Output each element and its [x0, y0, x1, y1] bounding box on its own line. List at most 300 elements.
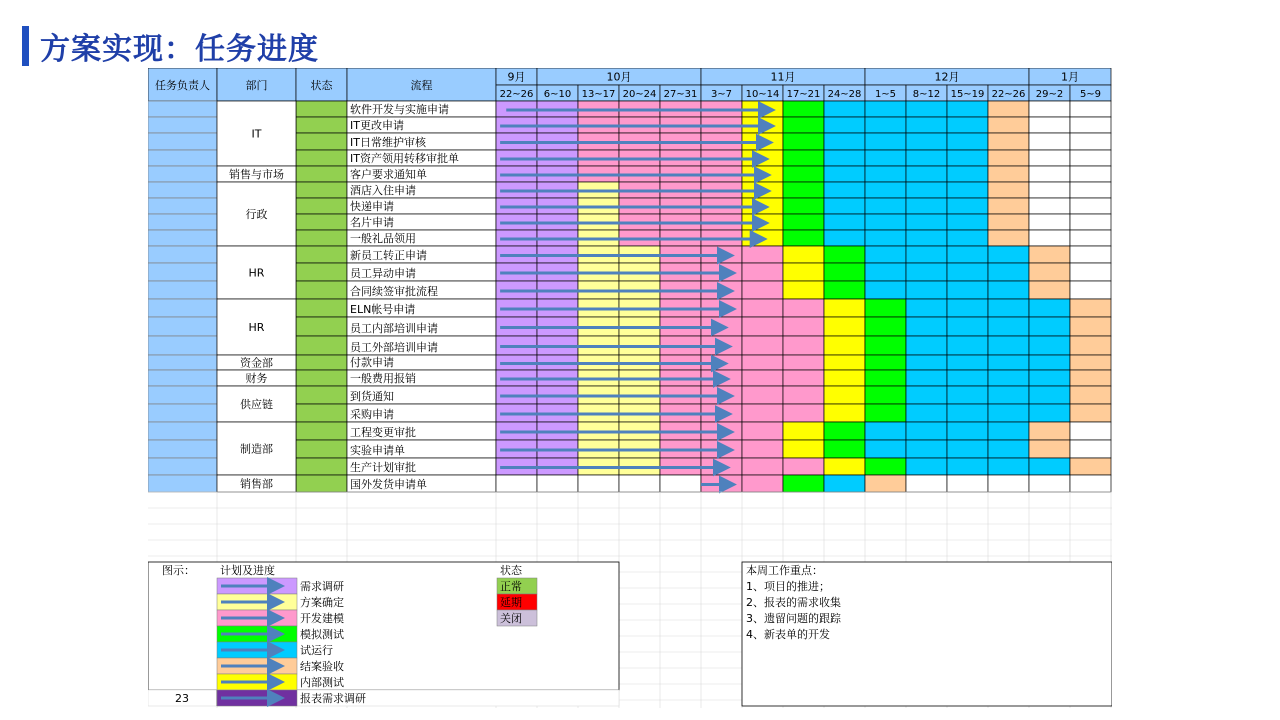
- gantt-cell: [824, 422, 865, 440]
- header-month-label: 10月: [606, 70, 632, 84]
- header-status-label: 状态: [310, 79, 333, 92]
- gantt-cell: [988, 263, 1029, 281]
- gantt-cell: [865, 133, 906, 150]
- gantt-cell: [783, 440, 824, 458]
- task-name: IT更改申请: [350, 119, 404, 132]
- department-label: IT: [251, 127, 262, 141]
- header-week-label: 3~7: [710, 89, 733, 100]
- gantt-cell: [1029, 404, 1070, 422]
- gantt-cell: [947, 458, 988, 475]
- gantt-cell: [947, 101, 988, 117]
- gantt-cell: [865, 422, 906, 440]
- gantt-cell: [496, 475, 537, 492]
- header-week-label: 27~31: [663, 89, 698, 100]
- gantt-cell: [742, 458, 783, 475]
- gantt-cell: [947, 336, 988, 355]
- gantt-cell: [1070, 317, 1111, 336]
- owner-cell: [148, 281, 217, 299]
- gantt-cell: [1029, 458, 1070, 475]
- status-cell: [296, 422, 347, 440]
- task-name: 付款申请: [350, 356, 394, 369]
- status-cell: [296, 182, 347, 198]
- gantt-cell: [824, 166, 865, 182]
- gantt-cell: [988, 166, 1029, 182]
- gantt-cell: [865, 440, 906, 458]
- gantt-cell: [947, 133, 988, 150]
- header-owner-label: 任务负责人: [155, 79, 210, 92]
- gantt-cell: [1029, 166, 1070, 182]
- gantt-cell: [1029, 370, 1070, 386]
- gantt-cell: [1029, 317, 1070, 336]
- status-cell: [296, 281, 347, 299]
- gantt-cell: [1029, 475, 1070, 492]
- gantt-cell: [947, 317, 988, 336]
- gantt-cell: [865, 386, 906, 404]
- gantt-cell: [1070, 440, 1111, 458]
- gantt-cell: [742, 355, 783, 370]
- gantt-cell: [1070, 166, 1111, 182]
- legend-progress-header: 计划及进度: [220, 564, 275, 577]
- gantt-cell: [906, 166, 947, 182]
- gantt-cell: [783, 133, 824, 150]
- gantt-cell: [824, 299, 865, 317]
- owner-cell: [148, 182, 217, 198]
- gantt-cell: [947, 166, 988, 182]
- gantt-cell: [947, 355, 988, 370]
- department-label: 财务: [245, 372, 268, 385]
- gantt-cell: [824, 230, 865, 246]
- status-cell: [296, 386, 347, 404]
- gantt-cell: [906, 182, 947, 198]
- legend-label: 图示：: [162, 564, 195, 577]
- department-label: 供应链: [240, 398, 273, 411]
- task-name: 客户要求通知单: [350, 168, 427, 181]
- gantt-cell: [619, 475, 660, 492]
- gantt-cell: [783, 386, 824, 404]
- status-cell: [296, 117, 347, 133]
- legend-item-label: 方案确定: [300, 596, 344, 609]
- gantt-cell: [865, 370, 906, 386]
- owner-cell: [148, 230, 217, 246]
- gantt-cell: [865, 299, 906, 317]
- header-dept-label: 部门: [245, 79, 268, 92]
- header-week-label: 8~12: [912, 89, 941, 100]
- status-legend-label: 正常: [500, 580, 522, 593]
- gantt-cell: [742, 422, 783, 440]
- status-legend-label: 延期: [500, 596, 522, 609]
- gantt-cell: [578, 475, 619, 492]
- task-name: 员工异动申请: [350, 267, 416, 280]
- gantt-cell: [1029, 281, 1070, 299]
- gantt-cell: [824, 440, 865, 458]
- owner-cell: [148, 117, 217, 133]
- owner-cell: [148, 370, 217, 386]
- gantt-cell: [1070, 386, 1111, 404]
- task-name: ELN帐号申请: [350, 303, 416, 316]
- gantt-cell: [1029, 150, 1070, 166]
- gantt-cell: [783, 458, 824, 475]
- gantt-cell: [783, 182, 824, 198]
- gantt-cell: [906, 370, 947, 386]
- gantt-cell: [988, 246, 1029, 263]
- status-legend-label: 关闭: [500, 612, 522, 625]
- gantt-cell: [742, 336, 783, 355]
- gantt-cell: [742, 475, 783, 492]
- gantt-cell: [1070, 246, 1111, 263]
- gantt-cell: [906, 386, 947, 404]
- gantt-cell: [1070, 182, 1111, 198]
- gantt-cell: [906, 214, 947, 230]
- row-number: 23: [175, 692, 189, 705]
- gantt-cell: [783, 101, 824, 117]
- gantt-cell: [906, 281, 947, 299]
- owner-cell: [148, 440, 217, 458]
- gantt-cell: [988, 317, 1029, 336]
- gantt-cell: [1070, 355, 1111, 370]
- gantt-cell: [1029, 246, 1070, 263]
- gantt-cell: [783, 166, 824, 182]
- gantt-cell: [947, 182, 988, 198]
- page-title: 方案实现：任务进度: [40, 32, 319, 67]
- gantt-cell: [988, 101, 1029, 117]
- gantt-cell: [783, 422, 824, 440]
- gantt-cell: [906, 336, 947, 355]
- owner-cell: [148, 263, 217, 281]
- gantt-cell: [783, 355, 824, 370]
- gantt-cell: [906, 198, 947, 214]
- gantt-cell: [783, 281, 824, 299]
- gantt-cell: [947, 263, 988, 281]
- task-name: 酒店入住申请: [350, 184, 416, 197]
- owner-cell: [148, 101, 217, 117]
- task-name: 软件开发与实施申请: [350, 103, 449, 116]
- gantt-cell: [742, 299, 783, 317]
- gantt-cell: [947, 299, 988, 317]
- gantt-cell: [1029, 336, 1070, 355]
- gantt-cell: [742, 386, 783, 404]
- owner-cell: [148, 150, 217, 166]
- gantt-cell: [988, 299, 1029, 317]
- status-cell: [296, 299, 347, 317]
- gantt-cell: [947, 440, 988, 458]
- task-name: 快递申请: [350, 200, 394, 213]
- gantt-cell: [1070, 198, 1111, 214]
- gantt-cell: [947, 475, 988, 492]
- gantt-cell: [947, 246, 988, 263]
- task-name: 员工外部培训申请: [350, 341, 438, 354]
- department-label: 销售与市场: [229, 168, 284, 181]
- gantt-cell: [865, 182, 906, 198]
- gantt-cell: [988, 370, 1029, 386]
- weekly-focus-item: 1、项目的推进；: [746, 580, 830, 593]
- task-name: 采购申请: [350, 408, 394, 421]
- weekly-focus-item: 4、新表单的开发: [746, 628, 830, 641]
- legend-item-label: 结案验收: [300, 660, 344, 673]
- gantt-cell: [1029, 101, 1070, 117]
- gantt-cell: [1070, 299, 1111, 317]
- owner-cell: [148, 299, 217, 317]
- gantt-cell: [988, 150, 1029, 166]
- task-name: 一般礼品领用: [350, 232, 416, 245]
- header-week-label: 29~2: [1035, 89, 1064, 100]
- department-label: HR: [248, 321, 265, 334]
- gantt-cell: [865, 198, 906, 214]
- weekly-focus-item: 2、报表的需求收集: [746, 596, 841, 609]
- gantt-cell: [1029, 198, 1070, 214]
- gantt-cell: [1070, 336, 1111, 355]
- task-name: 实验申请单: [350, 444, 405, 457]
- legend-item-label: 报表需求调研: [300, 692, 366, 705]
- gantt-cell: [660, 475, 701, 492]
- gantt-cell: [824, 370, 865, 386]
- gantt-cell: [988, 404, 1029, 422]
- owner-cell: [148, 475, 217, 492]
- gantt-cell: [906, 299, 947, 317]
- gantt-cell: [537, 475, 578, 492]
- gantt-cell: [906, 440, 947, 458]
- status-cell: [296, 166, 347, 182]
- gantt-cell: [947, 404, 988, 422]
- gantt-cell: [1029, 230, 1070, 246]
- status-cell: [296, 246, 347, 263]
- gantt-cell: [906, 458, 947, 475]
- gantt-cell: [865, 458, 906, 475]
- gantt-cell: [1070, 230, 1111, 246]
- owner-cell: [148, 355, 217, 370]
- task-name: 工程变更审批: [350, 426, 416, 439]
- status-cell: [296, 198, 347, 214]
- gantt-cell: [906, 422, 947, 440]
- gantt-cell: [988, 355, 1029, 370]
- status-cell: [296, 150, 347, 166]
- gantt-cell: [783, 230, 824, 246]
- gantt-cell: [865, 230, 906, 246]
- gantt-cell: [783, 117, 824, 133]
- gantt-cell: [783, 336, 824, 355]
- gantt-cell: [988, 117, 1029, 133]
- owner-cell: [148, 317, 217, 336]
- owner-cell: [148, 336, 217, 355]
- gantt-cell: [947, 198, 988, 214]
- header-month-label: 1月: [1061, 70, 1079, 84]
- gantt-cell: [947, 230, 988, 246]
- legend-item-label: 开发建模: [300, 612, 344, 625]
- header-week-label: 13~17: [581, 89, 616, 100]
- gantt-cell: [988, 214, 1029, 230]
- gantt-cell: [906, 101, 947, 117]
- gantt-cell: [742, 404, 783, 422]
- gantt-cell: [947, 117, 988, 133]
- gantt-cell: [906, 475, 947, 492]
- gantt-cell: [824, 386, 865, 404]
- gantt-cell: [783, 475, 824, 492]
- gantt-cell: [988, 230, 1029, 246]
- status-cell: [296, 263, 347, 281]
- gantt-cell: [742, 281, 783, 299]
- department-label: 销售部: [240, 477, 273, 491]
- owner-cell: [148, 404, 217, 422]
- gantt-cell: [906, 117, 947, 133]
- gantt-cell: [988, 182, 1029, 198]
- title-accent-bar: [22, 26, 29, 66]
- department-label: 制造部: [240, 442, 273, 456]
- status-cell: [296, 230, 347, 246]
- header-month-label: 9月: [507, 70, 526, 84]
- department-label: 行政: [245, 208, 268, 221]
- gantt-grid[interactable]: [148, 68, 1112, 708]
- gantt-cell: [906, 133, 947, 150]
- gantt-cell: [1029, 263, 1070, 281]
- status-cell: [296, 355, 347, 370]
- gantt-cell: [865, 317, 906, 336]
- owner-cell: [148, 133, 217, 150]
- gantt-cell: [865, 404, 906, 422]
- gantt-cell: [783, 198, 824, 214]
- gantt-cell: [947, 214, 988, 230]
- header-week-label: 5~9: [1079, 89, 1102, 100]
- status-cell: [296, 404, 347, 422]
- gantt-cell: [906, 230, 947, 246]
- gantt-cell: [824, 458, 865, 475]
- task-name: IT日常维护审核: [350, 136, 426, 149]
- header-week-label: 22~26: [499, 89, 534, 100]
- status-cell: [296, 133, 347, 150]
- status-cell: [296, 317, 347, 336]
- gantt-cell: [865, 355, 906, 370]
- gantt-cell: [824, 133, 865, 150]
- gantt-cell: [1029, 355, 1070, 370]
- gantt-cell: [824, 355, 865, 370]
- gantt-cell: [988, 386, 1029, 404]
- gantt-cell: [865, 150, 906, 166]
- task-name: 国外发货申请单: [350, 478, 427, 491]
- owner-cell: [148, 214, 217, 230]
- gantt-cell: [783, 370, 824, 386]
- header-month-label: 11月: [770, 70, 796, 84]
- gantt-cell: [1070, 101, 1111, 117]
- header-month-label: 12月: [934, 70, 960, 84]
- owner-cell: [148, 422, 217, 440]
- gantt-cell: [824, 246, 865, 263]
- owner-cell: [148, 198, 217, 214]
- task-name: 名片申请: [350, 216, 394, 229]
- gantt-cell: [865, 117, 906, 133]
- gantt-cell: [1029, 133, 1070, 150]
- status-cell: [296, 336, 347, 355]
- gantt-cell: [988, 440, 1029, 458]
- header-flow-label: 流程: [410, 79, 433, 92]
- department-label: 资金部: [240, 356, 273, 370]
- owner-cell: [148, 386, 217, 404]
- gantt-cell: [824, 336, 865, 355]
- gantt-cell: [783, 150, 824, 166]
- gantt-cell: [824, 101, 865, 117]
- gantt-cell: [824, 263, 865, 281]
- department-label: HR: [248, 266, 265, 280]
- gantt-cell: [988, 458, 1029, 475]
- gantt-cell: [988, 336, 1029, 355]
- gantt-cell: [783, 263, 824, 281]
- gantt-cell: [742, 440, 783, 458]
- task-name: 员工内部培训申请: [350, 322, 438, 335]
- gantt-cell: [1070, 281, 1111, 299]
- gantt-cell: [865, 336, 906, 355]
- gantt-spreadsheet[interactable]: [148, 68, 1112, 708]
- gantt-cell: [906, 246, 947, 263]
- gantt-cell: [783, 299, 824, 317]
- legend-item-label: 试运行: [300, 644, 333, 657]
- gantt-cell: [1070, 458, 1111, 475]
- gantt-cell: [988, 198, 1029, 214]
- header-week-label: 17~21: [786, 89, 821, 100]
- gantt-cell: [824, 198, 865, 214]
- gantt-cell: [947, 281, 988, 299]
- status-cell: [296, 101, 347, 117]
- gantt-cell: [947, 370, 988, 386]
- gantt-cell: [1029, 299, 1070, 317]
- gantt-cell: [1070, 263, 1111, 281]
- gantt-cell: [1070, 214, 1111, 230]
- header-week-label: 24~28: [827, 89, 862, 100]
- gantt-cell: [947, 386, 988, 404]
- task-name: 到货通知: [350, 390, 394, 403]
- legend-item-label: 需求调研: [300, 580, 344, 593]
- legend-item-label: 模拟测试: [300, 628, 344, 641]
- gantt-cell: [865, 101, 906, 117]
- task-name: 生产计划审批: [350, 461, 416, 474]
- gantt-cell: [865, 166, 906, 182]
- gantt-cell: [824, 214, 865, 230]
- gantt-cell: [783, 317, 824, 336]
- gantt-cell: [824, 182, 865, 198]
- gantt-cell: [1029, 440, 1070, 458]
- header-week-label: 10~14: [745, 89, 780, 100]
- gantt-cell: [1070, 117, 1111, 133]
- gantt-cell: [947, 150, 988, 166]
- gantt-cell: [1070, 404, 1111, 422]
- gantt-cell: [988, 281, 1029, 299]
- gantt-cell: [906, 355, 947, 370]
- gantt-cell: [1070, 475, 1111, 492]
- header-week-label: 22~26: [991, 89, 1026, 100]
- gantt-cell: [742, 263, 783, 281]
- gantt-cell: [742, 370, 783, 386]
- gantt-cell: [988, 422, 1029, 440]
- task-name: 新员工转正申请: [350, 249, 427, 262]
- owner-cell: [148, 166, 217, 182]
- task-name: 合同续签审批流程: [350, 285, 438, 298]
- gantt-cell: [865, 214, 906, 230]
- gantt-cell: [906, 404, 947, 422]
- status-cell: [296, 475, 347, 492]
- status-cell: [296, 440, 347, 458]
- gantt-cell: [988, 133, 1029, 150]
- gantt-cell: [947, 422, 988, 440]
- gantt-cell: [1029, 386, 1070, 404]
- gantt-cell: [865, 246, 906, 263]
- status-cell: [296, 370, 347, 386]
- header-week-label: 15~19: [950, 89, 985, 100]
- gantt-cell: [824, 317, 865, 336]
- gantt-cell: [783, 404, 824, 422]
- header-week-label: 20~24: [622, 89, 657, 100]
- gantt-cell: [1070, 370, 1111, 386]
- gantt-cell: [824, 475, 865, 492]
- gantt-cell: [742, 246, 783, 263]
- gantt-cell: [742, 317, 783, 336]
- task-name: 一般费用报销: [350, 372, 416, 385]
- gantt-cell: [988, 475, 1029, 492]
